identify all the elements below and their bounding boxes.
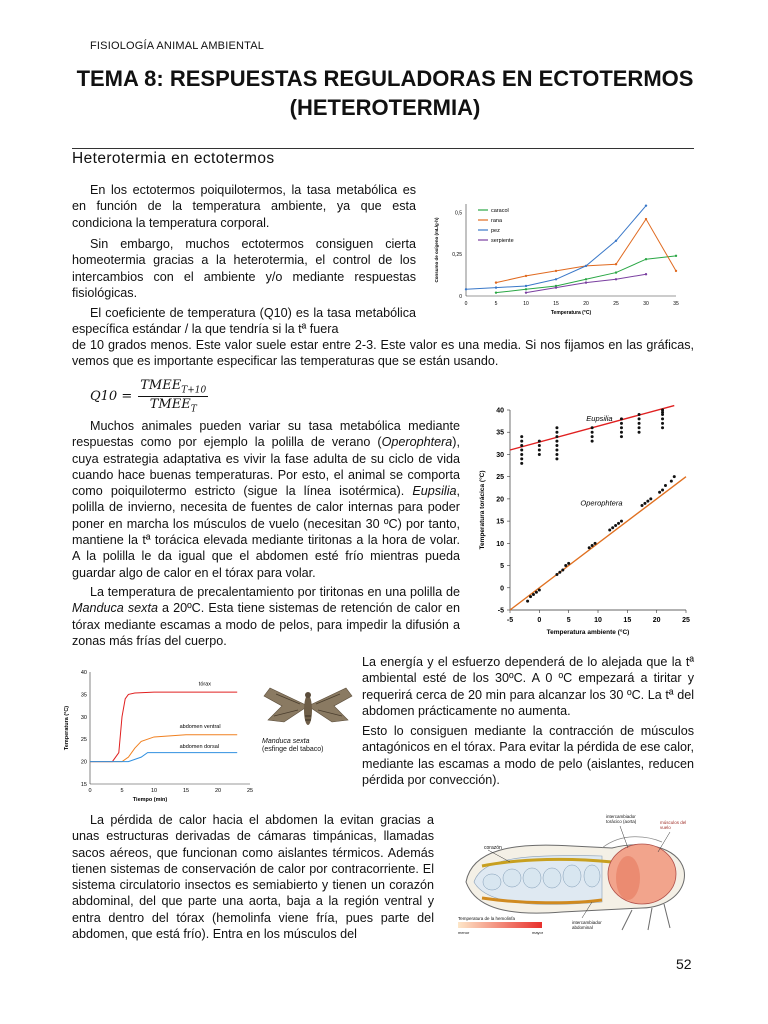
series-label-operophtera: Operophtera	[580, 498, 623, 508]
data-point-Eupsilia	[620, 422, 623, 425]
data-point-Operophtera	[643, 502, 646, 505]
x-tick-label: 15	[182, 788, 190, 794]
y-tick-label: 30	[496, 451, 504, 459]
thoracic-temperature-chart	[470, 398, 696, 640]
x-tick-label: 5	[566, 617, 571, 624]
x-tick-label: 5	[494, 301, 498, 307]
series-line-caracol	[496, 256, 676, 293]
x-axis-label: Temperatura ambiente (°C)	[546, 629, 630, 636]
data-point-Operophtera	[620, 520, 623, 523]
x-tick-label: 0	[88, 788, 92, 794]
paragraph-3b: de 10 grados menos. Este valor suele estar entre 2-3. Este valor es una media. Si nos fijamos en las gráficas, vemos que es importante especificar las temperaturas que se están usando.	[72, 338, 694, 369]
paragraph-1: En los ectotermos poiquilotermos, la tasa metabólica es en función de la temperatura ambiente, ya que esta condiciona la temperatura corporal.	[72, 183, 416, 230]
legend-high: mayor	[532, 930, 544, 935]
data-point-Eupsilia	[591, 426, 594, 429]
paragraph-8: La pérdida de calor hacia el abdomen la evitan gracias a unas estructuras derivadas de cámaras timpánicas, llamadas sacos aéreos, que funcionan como aislantes térmicos. Además tienen sistemas de conservación de calor por contracorriente. El sistema circulatorio insectos es semiabierto y tienen un corazón abdominal, del que parte una aorta, baja a la región ventral y entra dentro del tórax (hemolinfa viene fría, pues parte del abdomen, que está frío). Entra en los músculos del	[72, 813, 434, 942]
x-tick-label: 20	[214, 788, 222, 794]
data-point-Eupsilia	[555, 431, 558, 434]
y-tick-label: 15	[80, 782, 87, 788]
label-exchanger-bottom: intercambiador abdominal	[572, 920, 602, 930]
x-tick-label: 25	[613, 301, 619, 307]
data-point-Operophtera	[567, 562, 570, 565]
data-point-Eupsilia	[620, 426, 623, 429]
data-point	[645, 204, 647, 206]
data-point-Eupsilia	[555, 444, 558, 447]
data-point	[525, 275, 527, 277]
data-point-Eupsilia	[520, 449, 523, 452]
y-tick-label: 20	[80, 759, 87, 766]
data-point	[555, 270, 557, 272]
paragraph-4: Muchos animales pueden variar su tasa metabólica mediante respuestas como por ejemplo la polilla de verano (Operophtera), cuya estrategia adaptativa es vivir la fase adulta de su ciclo de vida cuando hace buenas temperaturas. Por esto, el animal se comporta como poiquilotermo estricto (sigue la línea isotérmica). Eupsilia, polilla de invierno, necesita de fuentes de calor internas para poder poner en marcha los músculos de vuelo (necesitan 30 ºC) por tanto, mantiene la tª torácica elevada mediante tiritonas a la hora de volar. A la polilla le da igual que el abdomen esté frío mientras pueda guardar algo de calor en el tórax para volar.	[72, 419, 460, 580]
x-tick-label: 20	[652, 617, 661, 624]
data-point-Operophtera	[561, 569, 564, 572]
paragraph-2: Sin embargo, muchos ectotermos consiguen cierta homeotermia gracias a la heterotermia, el control de los intercambios con el ambiente y/o mediante respuestas fisiológicas.	[72, 237, 416, 300]
temperature-legend-bar	[458, 922, 542, 928]
data-point-Operophtera	[535, 591, 538, 594]
metabolic-rate-chart	[426, 196, 688, 322]
data-point-Operophtera	[614, 524, 617, 527]
paragraph-7: Esto lo consiguen mediante la contracción de músculos antagónicos en el tórax. Para evitar la pérdida de ese calor, mediante las escamas a modo de pelo (aislantes, reducen pérdida por convección).	[362, 724, 694, 787]
series-line-rana	[496, 219, 676, 283]
data-point	[645, 258, 647, 260]
x-tick-label: 20	[583, 301, 589, 307]
data-point-Eupsilia	[638, 422, 641, 425]
fit-line-Operophtera	[510, 477, 686, 610]
series-label: abdomen ventral	[179, 724, 221, 730]
data-point	[675, 270, 677, 272]
data-point-Operophtera	[617, 522, 620, 525]
data-point	[645, 273, 647, 275]
data-point	[585, 278, 587, 280]
data-point-Operophtera	[611, 526, 614, 529]
data-point	[585, 265, 587, 267]
y-axis-label: Temperatura (°C)	[64, 705, 70, 751]
data-point-Eupsilia	[520, 440, 523, 443]
legend-title: Temperatura de la hemolinfa	[458, 916, 516, 921]
data-point-Eupsilia	[520, 457, 523, 460]
data-point-Operophtera	[670, 480, 673, 483]
data-point-Eupsilia	[555, 449, 558, 452]
y-axis-label: Consumo de oxígeno (mL/g·h)	[434, 217, 439, 283]
legend-low: menor	[458, 930, 470, 935]
y-axis-label: Temperatura torácica (°C)	[479, 470, 486, 550]
paragraph-5: La temperatura de precalentamiento por tiritonas en una polilla de Manduca sexta a 20ºC. Esta tiene sistemas de retención de calor en tórax mediante escamas a modo de pelos, para impedir la difusión a zonas más frías del cuerpo.	[72, 585, 460, 648]
data-point-Operophtera	[591, 544, 594, 547]
x-tick-label: 10	[150, 788, 158, 794]
data-point	[555, 286, 557, 288]
data-point-Operophtera	[608, 529, 611, 532]
data-point-Eupsilia	[591, 440, 594, 443]
y-tick-label: 40	[496, 407, 504, 415]
data-point-Eupsilia	[591, 435, 594, 438]
label-exchanger-top: intercambiador torácico (aorta)	[606, 814, 637, 824]
data-point-Operophtera	[673, 475, 676, 478]
data-point-Operophtera	[564, 564, 567, 567]
data-point-Eupsilia	[661, 413, 664, 416]
data-point	[495, 281, 497, 283]
data-point-Operophtera	[664, 484, 667, 487]
data-point	[645, 218, 647, 220]
data-point	[495, 286, 497, 288]
paragraph-6: La energía y el esfuerzo dependerá de lo alejada que la tª ambiental esté de los 30ºC. A 0 ºC empezará a tiritar y requerirá cerca de 20 min para alcanzar los 30 ºC. La tª del abdomen prácticamente no aumenta.	[362, 655, 694, 718]
x-axis-label: Temperatura (°C)	[550, 310, 592, 316]
data-point	[555, 278, 557, 280]
y-tick-label: 0	[459, 294, 462, 300]
section-heading: Heterotermia en ectotermos	[72, 150, 275, 167]
x-tick-label: 10	[594, 617, 602, 624]
data-point-Eupsilia	[638, 413, 641, 416]
title-line-2: (HETEROTERMIA)	[289, 95, 481, 120]
y-tick-label: 35	[496, 429, 504, 437]
data-point-Operophtera	[641, 504, 644, 507]
data-point	[525, 285, 527, 287]
data-point-Eupsilia	[620, 435, 623, 438]
data-point-Eupsilia	[555, 440, 558, 443]
data-point-Eupsilia	[661, 422, 664, 425]
data-point-Operophtera	[658, 491, 661, 494]
x-tick-label: 35	[673, 301, 679, 307]
data-point-Operophtera	[532, 593, 535, 596]
data-point-Operophtera	[555, 573, 558, 576]
data-point-Eupsilia	[620, 417, 623, 420]
data-point-Eupsilia	[591, 431, 594, 434]
formula-lhs: Q10 =	[90, 388, 133, 404]
page-number: 52	[676, 956, 692, 972]
data-point	[675, 255, 677, 257]
y-tick-label: 0,25	[452, 252, 462, 259]
x-tick-label: 25	[246, 788, 254, 794]
x-axis-label: Tiempo (min)	[132, 797, 168, 803]
x-tick-label: -5	[506, 617, 514, 624]
x-tick-label: 0	[464, 301, 468, 307]
data-point-Eupsilia	[661, 417, 664, 420]
data-point-Operophtera	[661, 489, 664, 492]
data-point-Operophtera	[526, 600, 529, 603]
data-point-Eupsilia	[538, 453, 541, 456]
data-point-Eupsilia	[661, 426, 664, 429]
q10-formula	[90, 378, 208, 414]
data-point-Eupsilia	[555, 435, 558, 438]
data-point	[615, 271, 617, 273]
section-rule	[72, 148, 694, 149]
label-muscles: músculos del vuelo	[660, 820, 687, 830]
y-tick-label: 0	[500, 585, 504, 593]
manduca-moth-image	[262, 680, 354, 732]
paragraph-3a: El coeficiente de temperatura (Q10) es la tasa metabólica específica estándar / la que tendría si la tª fuera	[72, 306, 416, 337]
legend-label-serpiente: serpiente	[491, 238, 514, 244]
x-tick-label: 5	[120, 788, 124, 794]
formula-numerator: $TMEE_{T+10}$	[140, 378, 207, 396]
data-point-Operophtera	[558, 571, 561, 574]
data-point-Eupsilia	[520, 453, 523, 456]
y-tick-label: 20	[496, 496, 504, 504]
x-tick-label: 30	[643, 301, 649, 307]
y-tick-label: 10	[496, 540, 504, 548]
running-title: FISIOLOGÍA ANIMAL AMBIENTAL	[90, 40, 265, 52]
data-point	[585, 281, 587, 283]
series-line-abdomen dorsal	[90, 753, 237, 762]
x-tick-label: 10	[523, 301, 529, 307]
y-tick-label: 40	[80, 670, 87, 676]
legend-label-caracol: caracol	[491, 208, 509, 214]
y-tick-label: 15	[496, 518, 504, 526]
data-point-Operophtera	[594, 542, 597, 545]
series-label: tórax	[198, 681, 212, 688]
x-tick-label: 0	[537, 617, 542, 624]
data-point	[465, 288, 467, 290]
y-tick-label: 0,5	[455, 210, 462, 217]
y-tick-label: 35	[80, 692, 87, 699]
legend-label-rana: rana	[491, 218, 503, 224]
y-tick-label: 25	[80, 737, 87, 744]
y-tick-label: 25	[496, 474, 504, 482]
data-point-Eupsilia	[538, 449, 541, 452]
label-heart: corazón	[484, 845, 502, 851]
data-point-Eupsilia	[538, 440, 541, 443]
formula-denominator: $TMEE_T$	[149, 396, 197, 415]
series-label-eupsilia: Eupsilia	[586, 414, 613, 424]
data-point	[495, 291, 497, 293]
data-point-Operophtera	[649, 497, 652, 500]
data-point-Eupsilia	[520, 435, 523, 438]
series-label: abdomen dorsal	[179, 744, 220, 751]
data-point	[615, 240, 617, 242]
legend-label-pez: pez	[491, 228, 500, 234]
y-tick-label: 5	[500, 563, 504, 571]
x-tick-label: 15	[553, 301, 559, 307]
data-point-Eupsilia	[555, 426, 558, 429]
data-point-Eupsilia	[620, 431, 623, 434]
data-point-Operophtera	[529, 595, 532, 598]
x-tick-label: 15	[623, 617, 632, 624]
data-point-Operophtera	[588, 546, 591, 549]
data-point	[525, 288, 527, 290]
y-tick-label: 30	[80, 714, 87, 721]
data-point-Eupsilia	[555, 453, 558, 456]
data-point-Eupsilia	[520, 462, 523, 465]
data-point-Eupsilia	[520, 444, 523, 447]
data-point	[615, 263, 617, 265]
data-point-Eupsilia	[555, 457, 558, 460]
warmup-chart	[60, 664, 258, 804]
data-point-Eupsilia	[538, 444, 541, 447]
data-point	[525, 291, 527, 293]
moth-caption-name: Manduca sexta	[262, 738, 310, 745]
moth-caption	[262, 738, 358, 754]
page-title	[60, 64, 710, 122]
y-tick-label: -5	[497, 607, 504, 615]
data-point	[615, 278, 617, 280]
title-line-1: TEMA 8: RESPUESTAS REGULADORAS EN ECTOTERMOS	[76, 66, 694, 91]
x-tick-label: 25	[682, 617, 690, 624]
data-point-Eupsilia	[638, 431, 641, 434]
data-point-Eupsilia	[638, 417, 641, 420]
data-point-Operophtera	[538, 589, 541, 592]
data-point-Eupsilia	[638, 426, 641, 429]
moth-caption-common: (esfinge del tabaco)	[262, 746, 324, 753]
data-point-Operophtera	[646, 500, 649, 503]
